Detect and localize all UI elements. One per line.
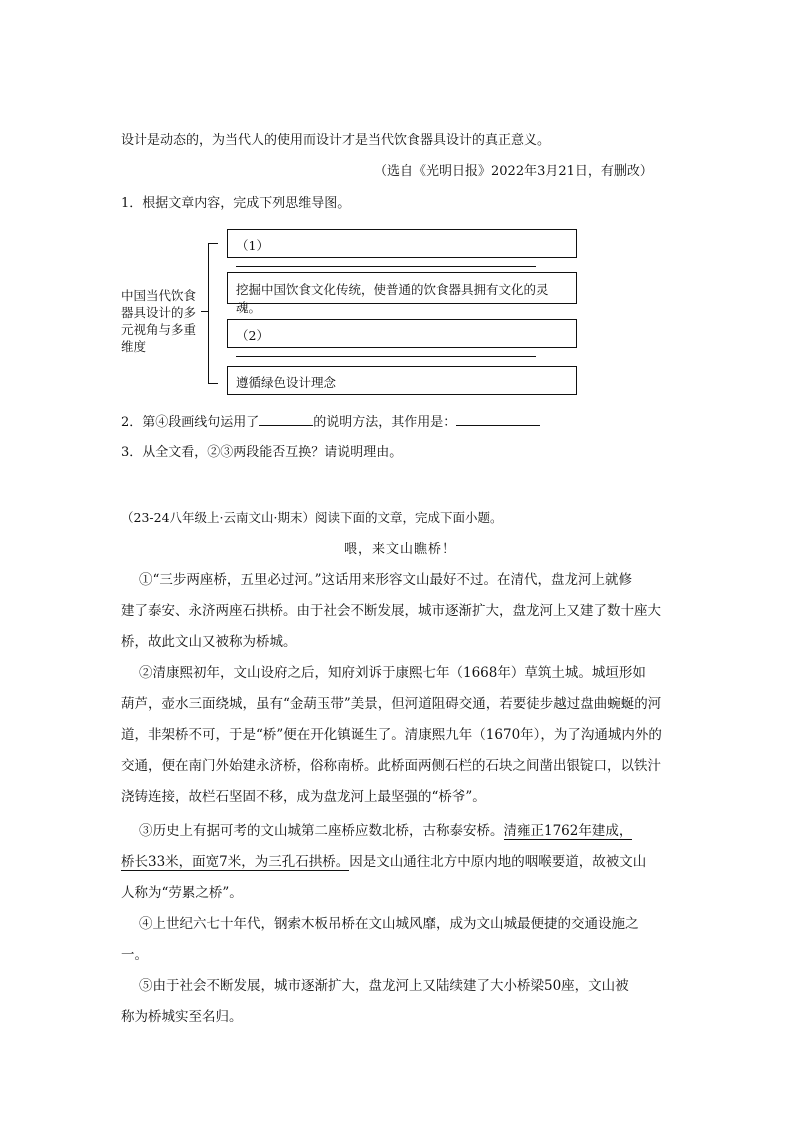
section-header: （23-24八年级上·云南文山·期末）阅读下面的文章，完成下面小题。 [121,510,503,525]
underlined-sentence: 桥长33米，面宽7米，为三孔石拱桥。 [121,854,350,870]
box2-text: 挖掘中国饮食文化传统，使普通的饮食器具拥有文化的灵魂。 [236,282,549,315]
para3-line: 桥长33米，面宽7米，为三孔石拱桥。因是文山通往北方中原内地的咽喉要道，故被文山 [121,854,647,870]
para5-line: 称为桥城实至名归。 [121,1009,243,1025]
para2-line: 道，非架桥不可，于是“桥”便在开化镇诞生了。清康熙九年（1670年），为了沟通城内外的 [121,727,662,743]
source-citation: （选自《光明日报》2022年3月21日，有删改） [374,164,653,179]
mindmap-root-label: 中国当代饮食器具设计的多元视角与多重维度 [121,288,197,354]
answer-blank-method[interactable] [259,413,313,426]
brace-top [208,243,218,244]
box4-text: 遵循绿色设计理念 [236,375,337,390]
para2-line: 交通，便在南门外始建永济桥，俗称南桥。此桥面两侧石栏的石块之间凿出银锭口，以铁汁 [121,758,661,774]
question-2: 2．第④段画线句运用了 的说明方法，其作用是： [121,413,540,433]
para1-line: ①“三步两座桥，五里必过河。”这话用来形容文山最好不过。在清代，盘龙河上就修 [139,572,633,588]
para1-line: 桥，故此文山又被称为桥城。 [121,634,297,650]
para2-line: 葫芦，壶水三面绕城，虽有“金葫玉带”美景，但河道阻碍交通，若要徒步越过盘曲蜿蜒的河 [121,696,662,712]
brace-vertical [208,243,209,383]
answer-blank-2[interactable] [236,344,536,357]
para4-line: ④上世纪六七十年代，钢索木板吊桥在文山城风靡，成为文山城最便捷的交通设施之 [139,916,639,932]
mindmap-box-2 [227,272,577,315]
brace-bottom [208,383,218,384]
para5-line: ⑤由于社会不断发展，城市逐渐扩大，盘龙河上又陆续建了大小桥梁50座，文山被 [139,978,629,994]
para3-line: ③历史上有据可考的文山城第二座桥应数北桥，古称泰安桥。清雍正1762年建成， [139,823,633,839]
question-1: 1．根据文章内容，完成下列思维导图。 [121,196,351,211]
question-3: 3．从全文看，②③两段能否互换？请说明理由。 [121,445,403,460]
para2-line: ②清康熙初年，文山设府之后，知府刘诉于康熙七年（1668年）草筑土城。城垣形如 [139,665,646,681]
answer-blank-1[interactable] [236,254,536,267]
answer-blank-effect[interactable] [456,413,540,426]
para2-line: 浇铸连接，故栏石坚固不移，成为盘龙河上最坚强的“桥爷”。 [121,789,486,805]
box1-number: （1） [236,238,269,253]
mindmap-box-4 [227,366,577,395]
para1-line: 建了泰安、永济两座石拱桥。由于社会不断发展，城市逐渐扩大，盘龙河上又建了数十座大 [121,603,661,619]
para3-line: 人称为“劳累之桥”。 [121,885,243,901]
intro-line: 设计是动态的，为当代人的使用而设计才是当代饮食器具设计的真正意义。 [121,133,551,148]
article-title: 喂，来文山瞧桥！ [344,542,457,557]
underlined-sentence: 清雍正1762年建成， [503,823,633,839]
para4-line: 一。 [121,947,148,963]
brace-stem [201,311,209,312]
box3-number: （2） [236,328,269,343]
mindmap-box-1[interactable] [227,229,577,258]
mindmap-box-3[interactable] [227,319,577,348]
